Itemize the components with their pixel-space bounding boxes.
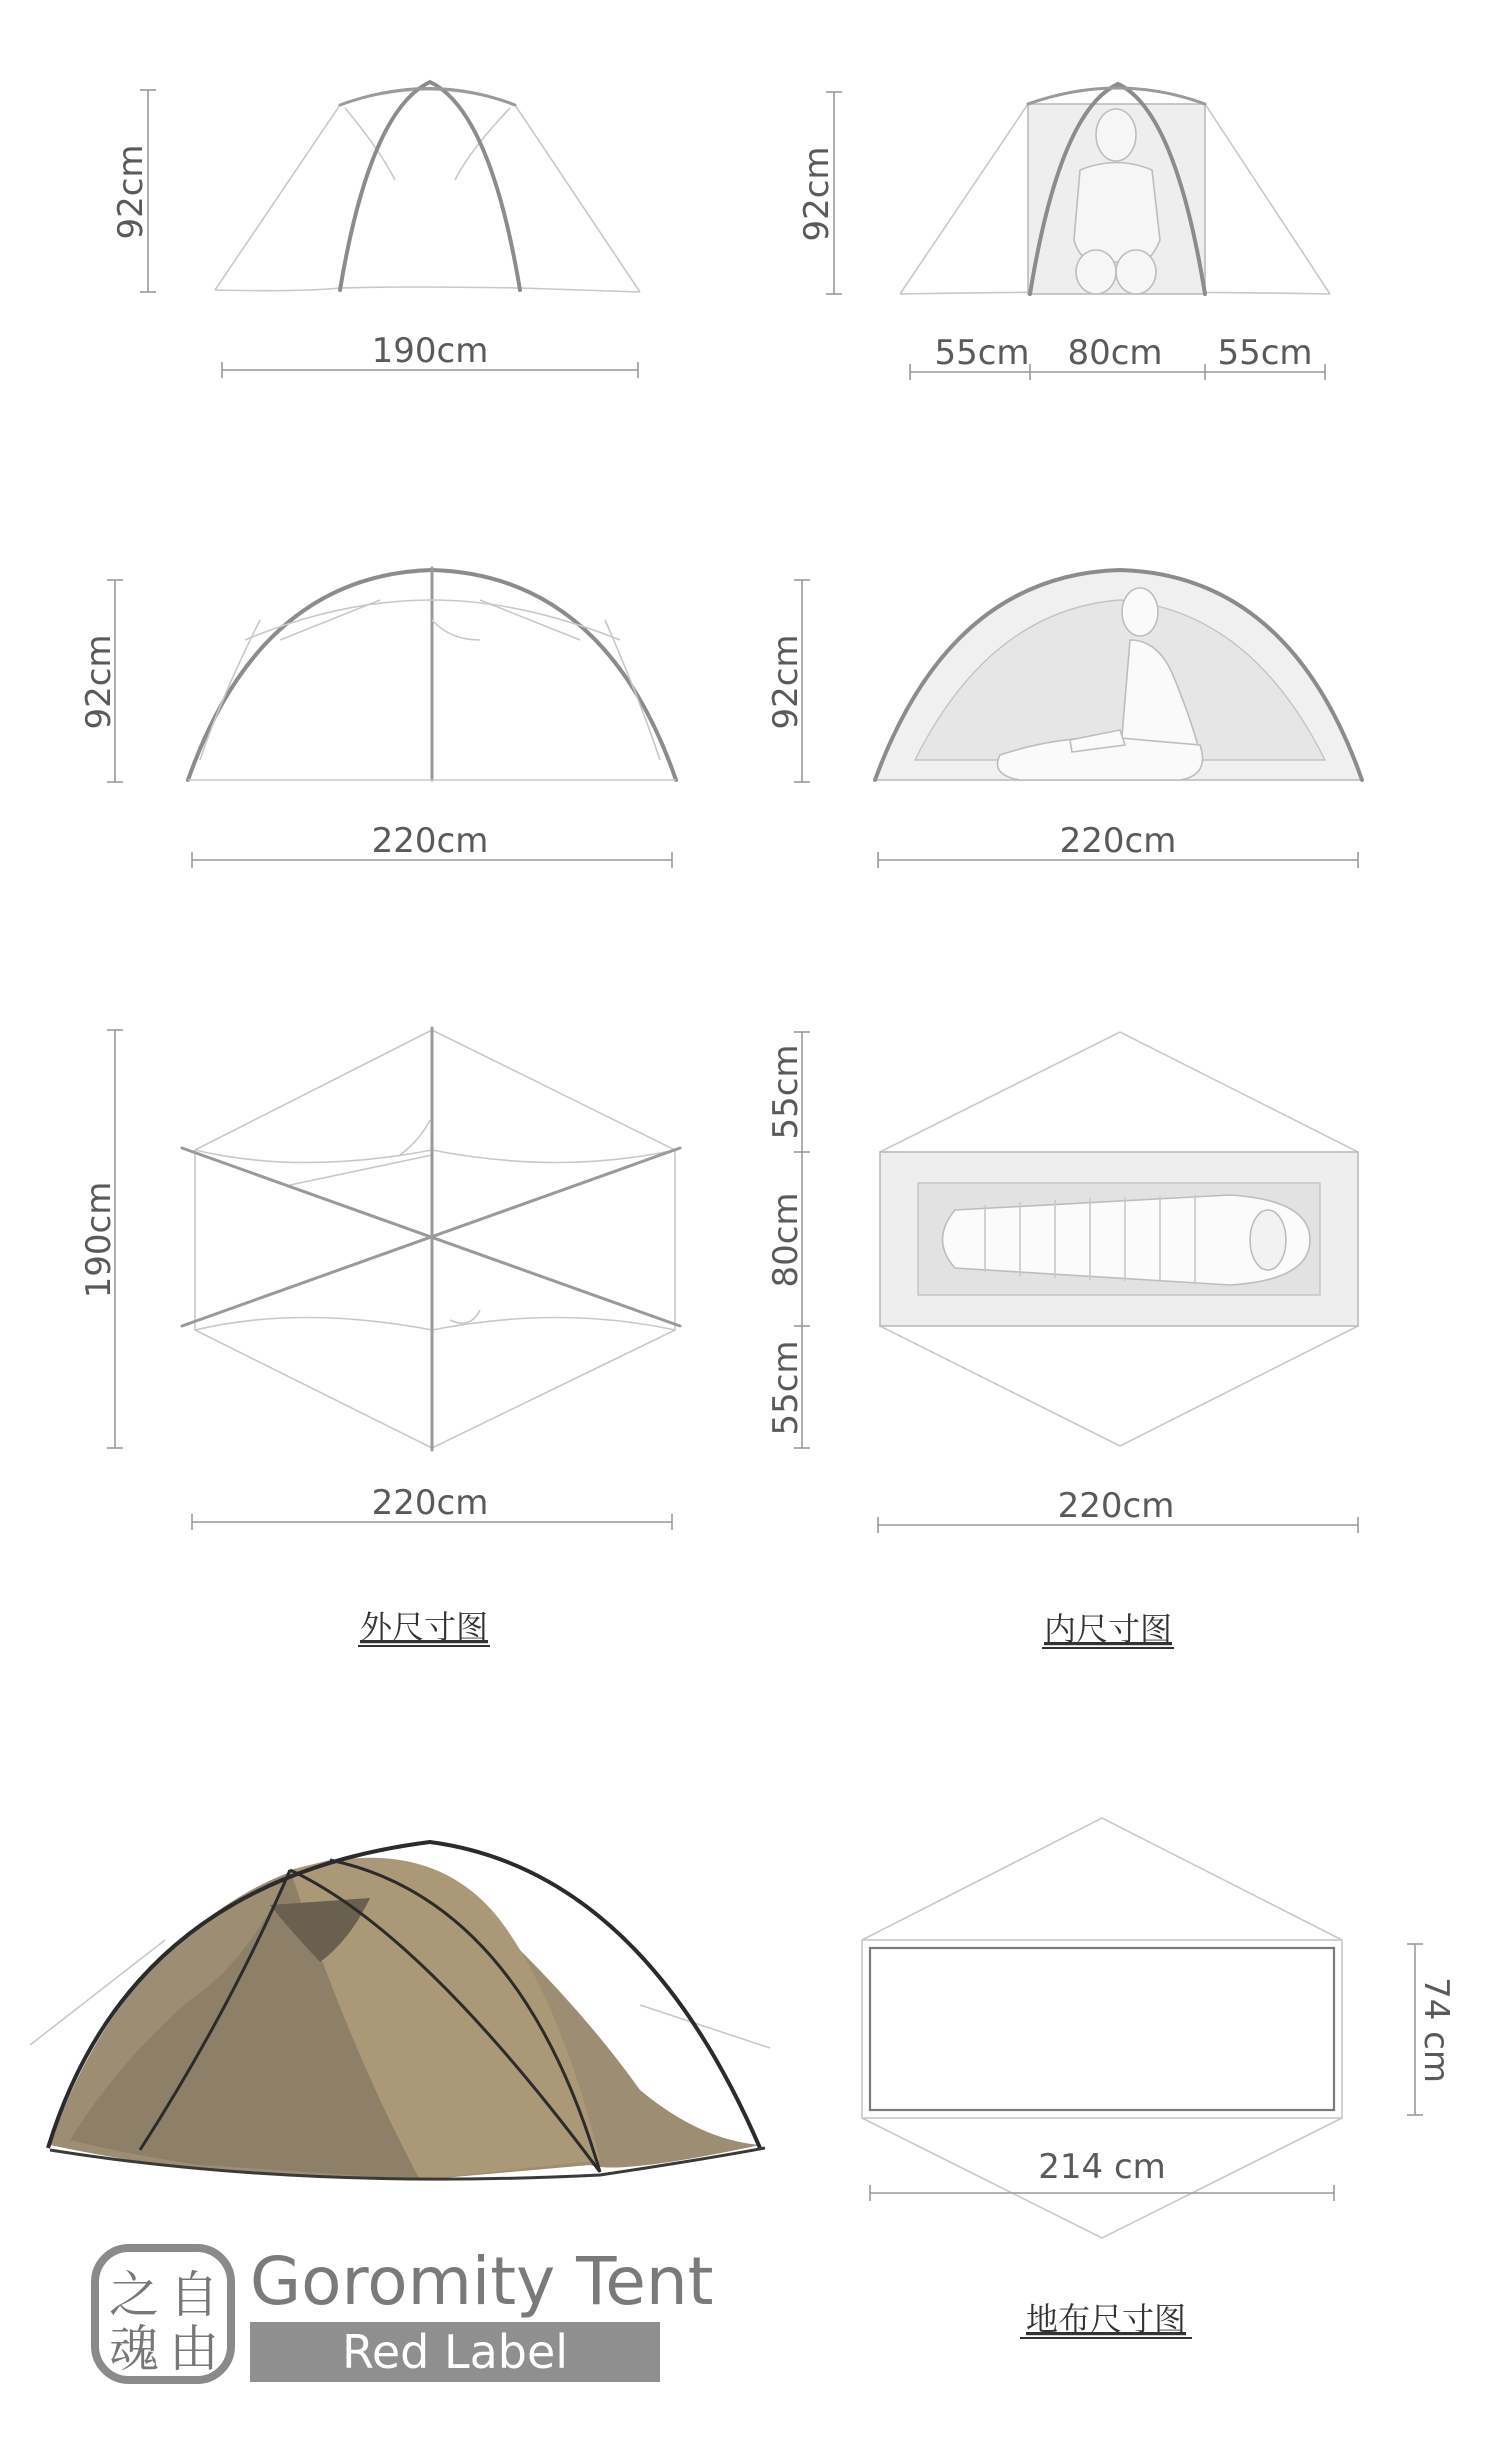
inner-end-width-label: 220cm	[1059, 821, 1177, 861]
inner-top-view	[766, 1032, 1358, 1533]
outer-top-view	[79, 1028, 680, 1530]
outer-dimensions-caption: 外尺寸图	[359, 1608, 489, 1646]
inner-top-vest-a-label: 55cm	[766, 1044, 806, 1140]
inner-front-right-label: 55cm	[1217, 333, 1313, 373]
footprint-width-label: 74 cm	[1416, 1977, 1456, 2083]
inner-side-height-label: 92cm	[797, 146, 837, 242]
brand-logo	[95, 2248, 231, 2380]
brand-seal-char-3: 之	[109, 2266, 159, 2324]
outer-side-height-label: 92cm	[111, 144, 151, 240]
brand-subtitle: Red Label	[341, 2325, 569, 2379]
inner-end-height-label: 92cm	[766, 634, 806, 730]
outer-top-width-label: 220cm	[371, 1483, 489, 1523]
footprint-dimensions-caption: 地布尺寸图	[1025, 2300, 1187, 2338]
inner-dimensions-caption: 内尺寸图	[1043, 1610, 1173, 1648]
tent-product-illustration	[30, 1842, 770, 2180]
outer-end-view	[79, 568, 676, 868]
brand-seal-char-1: 自	[169, 2266, 219, 2324]
outer-top-depth-label: 190cm	[79, 1181, 119, 1299]
inner-top-width-label: 220cm	[1057, 1486, 1175, 1526]
inner-front-mid-label: 80cm	[1067, 333, 1163, 373]
inner-front-view	[797, 84, 1330, 380]
inner-top-vest-b-label: 55cm	[766, 1340, 806, 1436]
brand-seal-char-2: 由	[169, 2320, 219, 2378]
outer-end-height-label: 92cm	[79, 634, 119, 730]
footprint-length-label: 214 cm	[1038, 2147, 1166, 2187]
outer-end-width-label: 220cm	[371, 821, 489, 861]
inner-end-view	[766, 570, 1362, 868]
footprint-diagram	[862, 1818, 1456, 2238]
outer-side-length-label: 190cm	[371, 331, 489, 371]
inner-front-left-label: 55cm	[934, 333, 1030, 373]
outer-side-view	[111, 82, 640, 378]
inner-top-body-label: 80cm	[766, 1192, 806, 1288]
brand-title: Goromity Tent	[250, 2243, 714, 2320]
brand-seal-char-4: 魂	[109, 2320, 159, 2378]
